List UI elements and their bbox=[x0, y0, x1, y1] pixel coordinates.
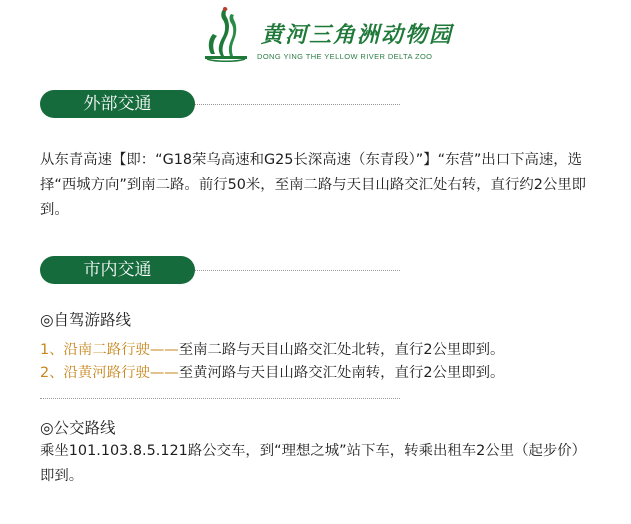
bus-heading: ◎公交路线 bbox=[40, 419, 116, 437]
route-2-lead: 2、沿黄河路行驶—— bbox=[40, 365, 179, 381]
crane-logo-icon bbox=[195, 4, 257, 66]
divider bbox=[195, 104, 400, 105]
section-title-external: 外部交通 bbox=[40, 90, 195, 118]
external-directions: 从东青高速【即：“G18荣乌高速和G25长深高速（东青段）”】“东营”出口下高速，选择“西城方向”到南二路。前行50米，至南二路与天目山路交汇处右转，直行约2公里即到。 bbox=[40, 152, 587, 218]
section-title-city: 市内交通 bbox=[40, 256, 195, 284]
route-2 bbox=[40, 362, 504, 384]
logo-english-name: DONG YING THE YELLOW RIVER DELTA ZOO bbox=[257, 52, 433, 61]
divider bbox=[195, 270, 400, 271]
bus-directions: 乘坐101.103.8.5.121路公交车，到“理想之城”站下车，转乘出租车2公里（起步价）即到。 bbox=[40, 443, 587, 484]
route-2-text: 至黄河路与天目山路交汇处南转，直行2公里即到。 bbox=[178, 365, 505, 381]
route-1-lead: 1、沿南二路行驶—— bbox=[40, 342, 179, 358]
route-1 bbox=[40, 339, 504, 361]
self-drive-heading: ◎自驾游路线 bbox=[40, 311, 132, 329]
logo-chinese-name: 黄河三角洲动物园 bbox=[261, 22, 454, 48]
route-1-text: 至南二路与天目山路交汇处北转，直行2公里即到。 bbox=[178, 342, 505, 358]
zoo-logo bbox=[195, 4, 455, 68]
divider bbox=[40, 398, 400, 399]
